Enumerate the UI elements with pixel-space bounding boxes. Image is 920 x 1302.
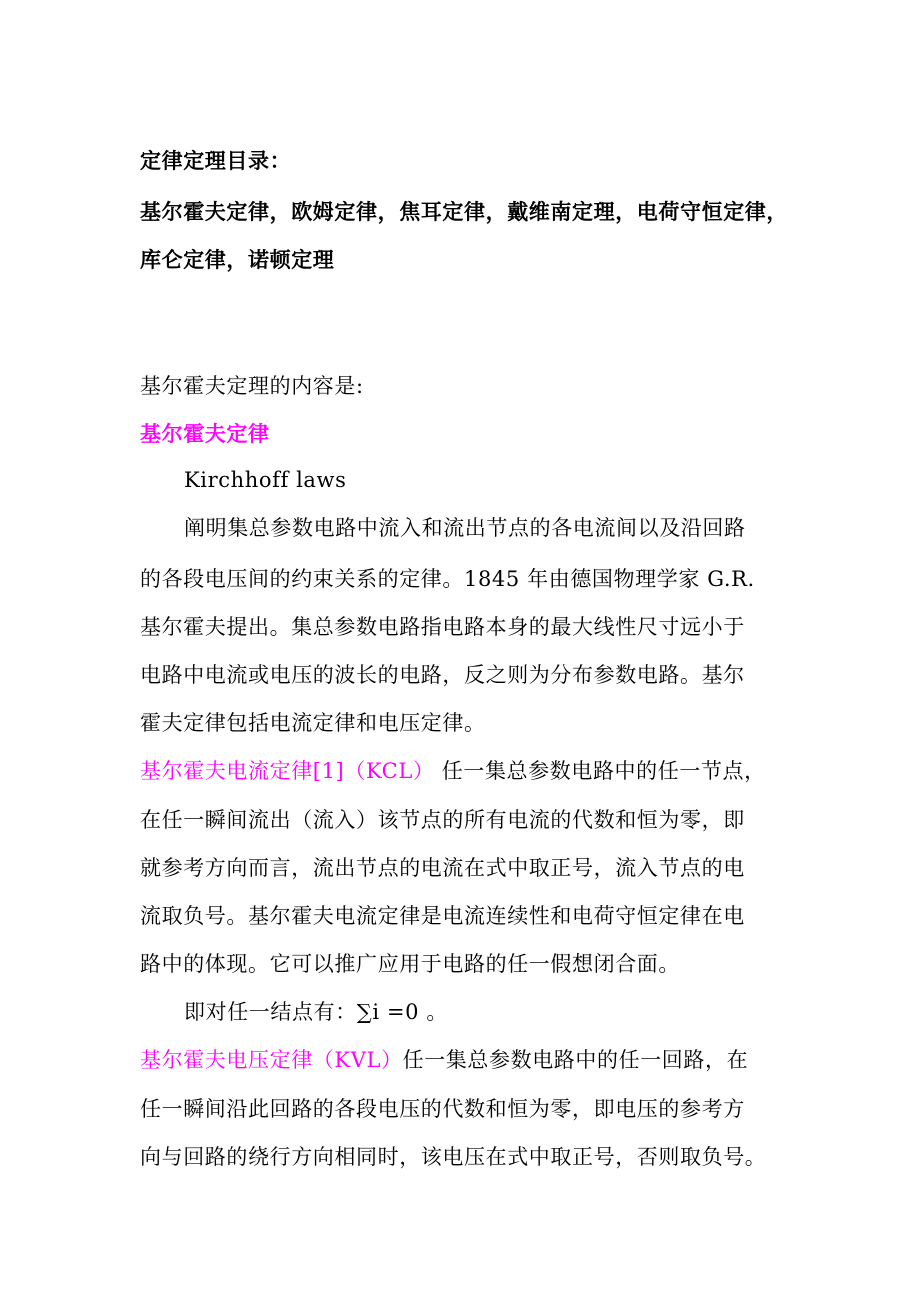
paragraph-line-2: 的各段电压间的约束关系的定律。1845 年由德国物理学家 G.R. <box>140 567 755 591</box>
kvl-first-text: 任一集总参数电路中的任一回路，在 <box>402 1048 749 1072</box>
intro-line: 基尔霍夫定理的内容是: <box>140 374 364 398</box>
toc-line-2: 库仑定律，诺顿定理 <box>140 247 335 272</box>
kcl-first-line <box>140 758 766 784</box>
kcl-formula: 即对任一结点有：∑i =0 。 <box>184 1000 449 1024</box>
kvl-first-line <box>140 1047 748 1073</box>
kcl-line-3: 就参考方向而言，流出节点的电流在式中取正号，流入节点的电 <box>140 856 745 880</box>
toc-line-1: 基尔霍夫定律，欧姆定律，焦耳定律，戴维南定理，电荷守恒定律， <box>140 199 788 224</box>
kvl-line-3: 向与回路的绕行方向相同时，该电压在式中取正号，否则取负号。 <box>140 1145 767 1169</box>
paragraph-line-1: 阐明集总参数电路中流入和流出节点的各电流间以及沿回路 <box>184 516 746 540</box>
paragraph-line-4: 电路中电流或电压的波长的电路，反之则为分布参数电路。基尔 <box>140 663 745 687</box>
kcl-first-text: 任一集总参数电路中的任一节点， <box>434 759 766 783</box>
kcl-line-5: 路中的体现。它可以推广应用于电路的任一假想闭合面。 <box>140 952 680 976</box>
toc-heading: 定律定理目录： <box>140 148 292 173</box>
paragraph-line-3: 基尔霍夫提出。集总参数电路指电路本身的最大线性尺寸远小于 <box>140 615 745 639</box>
kcl-label: 基尔霍夫电流定律[1]（KCL） <box>140 759 435 783</box>
kvl-line-2: 任一瞬间沿此回路的各段电压的代数和恒为零，即电压的参考方 <box>140 1097 745 1121</box>
kvl-label: 基尔霍夫电压定律（KVL） <box>140 1048 403 1072</box>
paragraph-line-5: 霍夫定律包括电流定律和电压定律。 <box>140 711 486 735</box>
kcl-line-4: 流取负号。基尔霍夫电流定律是电流连续性和电荷守恒定律在电 <box>140 904 745 928</box>
section-title: 基尔霍夫定律 <box>140 421 270 446</box>
kcl-line-2: 在任一瞬间流出（流入）该节点的所有电流的代数和恒为零，即 <box>140 808 745 832</box>
english-title: Kirchhoff laws <box>184 468 347 492</box>
